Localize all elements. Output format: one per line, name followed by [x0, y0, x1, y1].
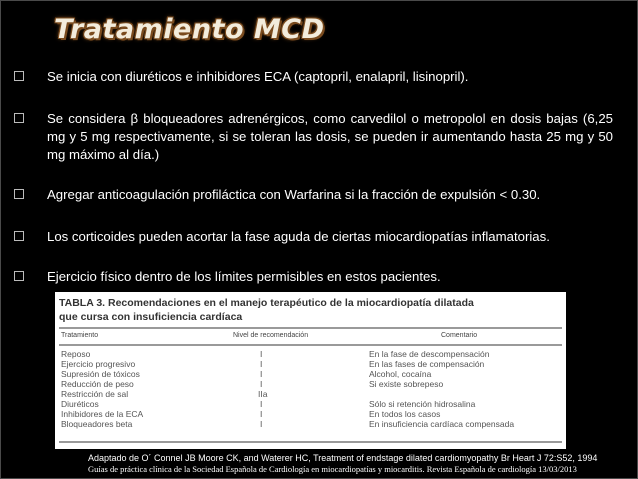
- bullet-text: Se inicia con diuréticos e inhibidores ECA (captopril, enalapril, lisinopril).: [47, 69, 469, 84]
- table-cell: Restricción de sal: [61, 389, 129, 399]
- table-row: [55, 349, 566, 359]
- bullet-text: Se considera β bloqueadores adrenérgicos, como carvedilol o metropolol en dosis bajas (6,25 mg y 5 mg respectivamente, si se toleran las dosis, se pueden ir aumentando hasta 25 mg y 50 mg máximo al día.): [47, 111, 613, 162]
- table-caption-continued: que cursa con insuficiencia cardíaca: [59, 311, 243, 323]
- bullet-text: Ejercicio físico dentro de los límites permisibles en estos pacientes.: [47, 269, 441, 284]
- table-rule-header: [59, 344, 562, 346]
- table-rule-top: [59, 327, 562, 329]
- bullet-icon: [14, 189, 24, 199]
- table-row: [55, 409, 566, 419]
- bullet-text: Los corticoides pueden acortar la fase aguda de ciertas miocardiopatías inflamatorias.: [47, 229, 550, 244]
- table-header-comment: Comentario: [441, 332, 478, 339]
- table-cell: Supresión de tóxicos: [61, 369, 140, 379]
- table-row: [55, 369, 566, 379]
- citation-line-2: Guías de práctica clínica de la Sociedad Española de Cardiología en miocardiopatías y miocarditis. Revista Española de cardiología 13/03/2013: [88, 464, 577, 474]
- table-cell: Reposo: [61, 349, 91, 359]
- slide-title: Tratamiento MCD: [54, 14, 325, 45]
- bullet-text: Agregar anticoagulación profiláctica con Warfarina si la fracción de expulsión < 0.30.: [47, 187, 541, 202]
- table-cell: IIa: [258, 389, 268, 399]
- table-cell: Sólo si retención hidrosalina: [369, 399, 476, 409]
- table-cell: I: [260, 379, 263, 389]
- bullet-icon: [14, 231, 24, 241]
- table-cell: I: [260, 409, 263, 419]
- table-cell: En la fase de descompensación: [369, 349, 490, 359]
- table-cell: I: [260, 419, 263, 429]
- table-cell: En insuficiencia cardíaca compensada: [369, 419, 515, 429]
- table-row: [55, 389, 566, 399]
- bullet-icon: [14, 71, 24, 81]
- table-rule-bottom: [59, 441, 562, 443]
- recommendations-table: [55, 292, 566, 449]
- table-cell: Diuréticos: [61, 399, 99, 409]
- citation-line-1: Adaptado de O´ Connel JB Moore CK, and Waterer HC, Treatment of endstage dilated cardiomyopathy Br Heart J 72:S52, 1994: [88, 453, 598, 463]
- table-caption: TABLA 3. Recomendaciones en el manejo terapéutico de la miocardiopatía dilatada: [59, 297, 474, 309]
- bullet-icon: [14, 113, 24, 123]
- table-cell: Reducción de peso: [61, 379, 134, 389]
- table-cell: En todos los casos: [369, 409, 441, 419]
- table-cell: I: [260, 369, 263, 379]
- table-cell: I: [260, 359, 263, 369]
- table-cell: I: [260, 399, 263, 409]
- table-cell: Inhibidores de la ECA: [61, 409, 144, 419]
- table-row: [55, 379, 566, 389]
- table-row: [55, 419, 566, 429]
- table-cell: Ejercicio progresivo: [61, 359, 136, 369]
- table-row: [55, 359, 566, 369]
- bullet-icon: [14, 271, 24, 281]
- table-header-treatment: Tratamiento: [61, 332, 99, 339]
- table-header-level: Nivel de recomendación: [233, 332, 309, 339]
- table-row: [55, 399, 566, 409]
- table-cell: Alcohol, cocaína: [369, 369, 432, 379]
- table-cell: Si existe sobrepeso: [369, 379, 444, 389]
- table-cell: En las fases de compensación: [369, 359, 485, 369]
- table-cell: I: [260, 349, 263, 359]
- table-cell: Bloqueadores beta: [61, 419, 133, 429]
